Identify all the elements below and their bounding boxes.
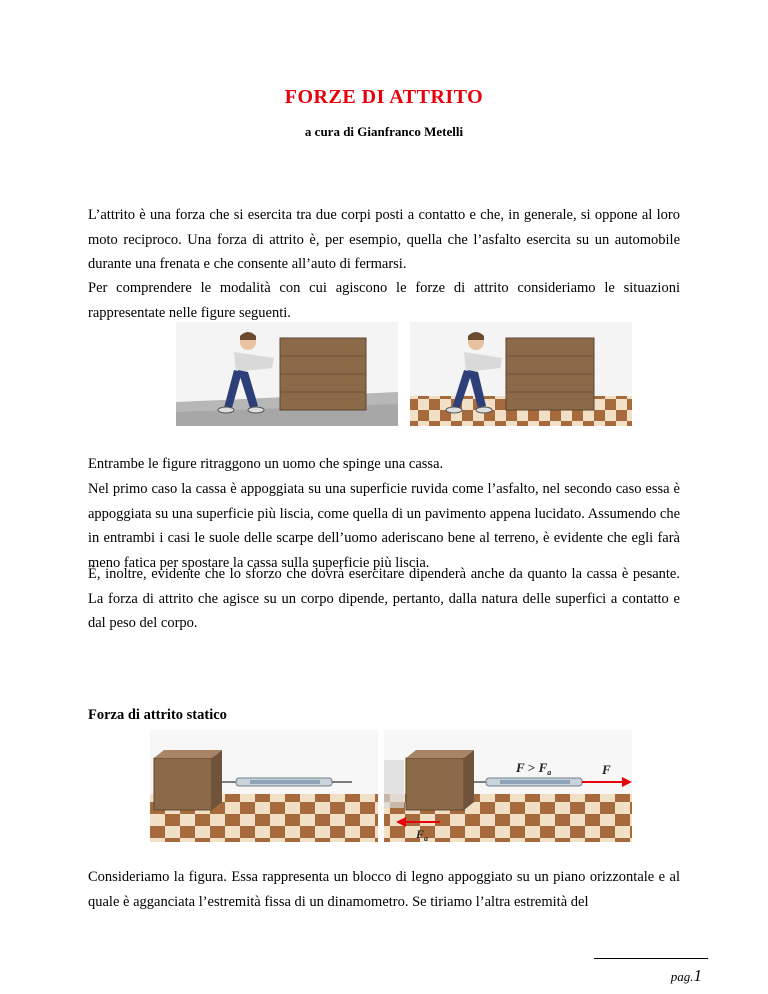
intro-paragraph-1: L’attrito è una forza che si esercita tra due corpi posti a contatto e che, in generale, si oppone al loro moto reciproco. Una forza di attrito è, per esempio, quella che l’asfalto esercita su un automobile durante una frenata e che consente all’auto di fermarsi. <box>88 207 680 272</box>
intro-paragraph-2: Per comprendere le modalità con cui agiscono le forze di attrito consideriamo le situazioni rappresentate nelle figure seguenti. <box>88 280 680 321</box>
pulling-scene <box>384 730 632 842</box>
wooden-block <box>406 758 464 810</box>
section-heading-static-friction: Forza di attrito statico <box>88 707 227 723</box>
applied-force-label: F <box>602 762 611 777</box>
figure1-caption-paragraph: Entrambe le figure ritraggono un uomo che spinge una cassa. <box>88 456 444 472</box>
dynamometer <box>474 778 582 786</box>
weight-dependence-paragraph: È, inoltre, evidente che lo sforzo che dovrà esercitare dipenderà anche da quanto la cassa è pesante. La forza di attrito che agisce su un corpo dipende, pertanto, dalla natura delle superfici a contatto e dal peso del corpo. <box>88 566 680 631</box>
figure-man-pushing-crate <box>176 322 632 426</box>
page-number-value: 1 <box>693 966 702 985</box>
dynamometer-paragraph: Consideriamo la figura. Essa rappresenta un blocco di legno appoggiato su un piano orizzontale e al quale è agganciata l’estremità fissa di un dinamometro. Se tiriamo l’altra estremità del <box>88 869 680 910</box>
author-line: a cura di Gianfranco Metelli <box>304 124 464 139</box>
smooth-surface-scene <box>410 322 632 426</box>
rough-surface-scene <box>176 322 398 426</box>
wooden-block <box>154 758 212 810</box>
inequality-label: $F > F_a$ <box>516 760 552 777</box>
figure-block-dynamometer <box>150 730 632 842</box>
static-scene <box>150 730 378 842</box>
page-prefix: pag. <box>670 969 694 984</box>
page-number <box>671 966 702 986</box>
friction-force-label: $F_a$ <box>416 827 429 842</box>
document-title: FORZE DI ATTRITO <box>284 86 484 108</box>
footer-rule <box>594 958 708 959</box>
surface-comparison-paragraph: Nel primo caso la cassa è appoggiata su una superficie ruvida come l’asfalto, nel secondo caso essa è appoggiata su una superficie più liscia, come quella di un pavimento appena lucidato. Assumendo che in entrambi i casi le suole delle scarpe dell’uomo aderiscano bene al terreno, è evidente che egli farà meno fatica per spostare la cassa sulla superficie più liscia. <box>88 481 680 571</box>
